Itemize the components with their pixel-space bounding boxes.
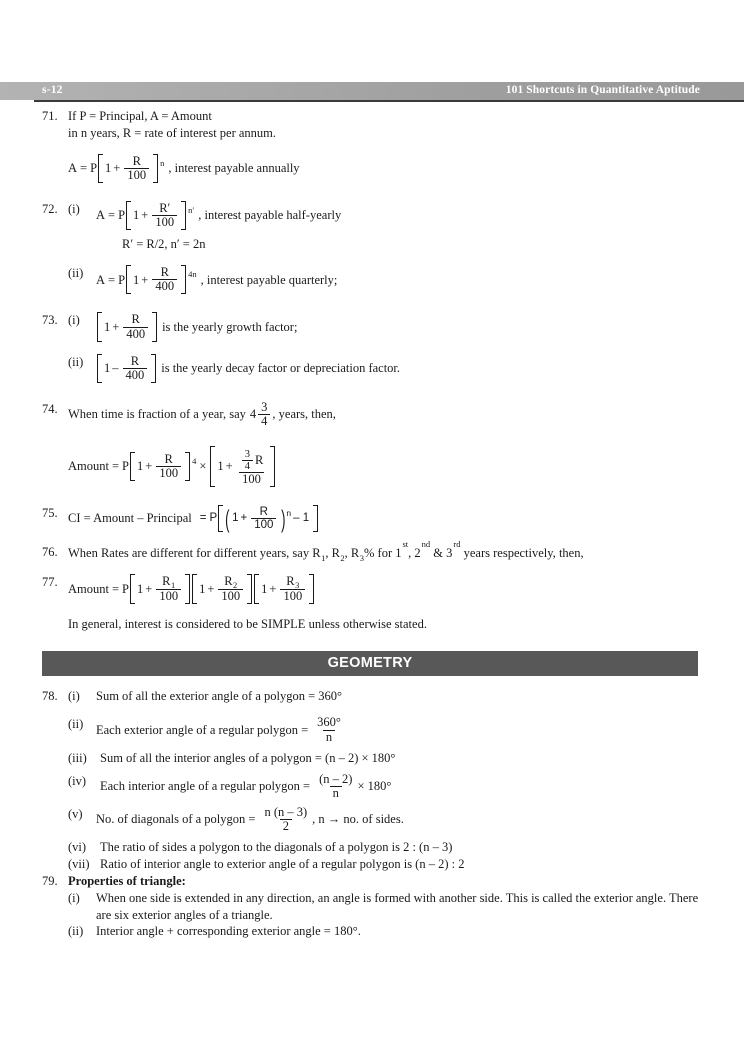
item-71-formula-row [68,154,702,183]
formula-one: 1 [137,581,144,596]
page-folio: s-12 [42,84,63,96]
page-content [42,108,702,940]
item-number: 75. [42,506,58,521]
fraction-denominator: 400 [123,327,148,341]
formula-decay-factor [96,354,400,383]
fraction-rate [251,506,276,531]
formula-plus: + [141,208,149,223]
formula-plus: + [113,161,121,176]
item-78-iv [42,773,702,800]
rate-symbol: R [162,574,171,589]
item-74 [42,401,702,428]
item-74-formula-row [68,446,702,487]
formula-principal: P [90,161,98,176]
formula-exponent: n [160,157,165,168]
formula-varying-rates-amount [68,574,315,603]
formula-exponent: n′ [188,205,195,216]
item-number: 76. [42,545,58,560]
formula-equals: = [108,272,116,287]
fraction-denominator: 400 [152,279,177,293]
formula-principal: P [122,581,129,596]
item-78-iv-lead: Each interior angle of a regular polygon = [100,778,311,793]
item-74-lead: When time is fraction of a year, say [68,407,246,422]
item-number: 72. [42,202,58,216]
fraction-denominator: 100 [251,518,276,531]
item-roman: (iii) [68,750,87,765]
formula-plus: + [269,581,277,596]
item-76-text-b: , R [325,546,340,561]
fraction-denominator: 100 [152,215,177,229]
fraction-denominator: 4 [242,460,253,472]
fraction-rate [124,155,149,182]
formula-plus: + [145,581,153,596]
mixed-whole: 4 [249,407,257,422]
formula-exponent: 4 [192,456,197,467]
formula-caption: , interest payable half-yearly [198,208,342,223]
fraction-n-minus-2-over-n [316,773,355,800]
formula-caption: is the yearly growth factor; [162,319,298,334]
fraction-numerator [237,447,267,472]
item-75-lead: CI = Amount – Principal [68,511,192,526]
item-body: The ratio of sides a polygon to the diagonals of a polygon is 2 : (n – 3) [100,840,453,855]
formula-one: 1 [261,581,268,596]
fraction-rate-2 [218,575,243,602]
formula-exponent: 4n [188,269,197,280]
formula-lhs: A [96,208,106,223]
bracket-group-1 [130,574,190,603]
fraction-rate-1 [156,575,181,602]
formula-each-interior-angle [314,773,391,800]
formula-compound-annual [68,154,300,183]
fraction-numerator: 360° [317,715,341,730]
formula-one: 1 [199,581,206,596]
fraction-rate [123,313,148,340]
fraction-numerator: 3 [244,449,250,461]
bracket-group [126,201,186,230]
item-body [96,312,702,341]
bracket-group [218,505,318,532]
fraction-numerator: R [130,353,140,368]
item-number: 74. [42,401,58,416]
fraction-denominator: 100 [239,472,264,486]
fraction-rate [123,355,148,382]
fraction-denominator: 100 [280,589,305,603]
subscript-1: 1 [321,552,326,563]
formula-equals: = [111,581,120,596]
formula-one: 1 [104,361,111,375]
fraction-numerator: R [132,153,141,168]
formula-plus: + [240,512,248,525]
rate-symbol: R [286,574,295,589]
formula-operator: + [112,319,120,334]
formula-operator: – [112,361,119,375]
item-78-iii [42,750,702,767]
item-roman: (ii) [68,266,84,281]
item-77-note: In general, interest is considered to be SIMPLE unless otherwise stated. [68,616,427,631]
formula-plus: + [225,459,233,474]
item-72-note: R′ = R/2, n′ = 2n [122,237,206,252]
fraction-denominator: n [330,786,342,800]
subscript-2: 2 [233,580,238,591]
item-71 [42,108,702,142]
fraction-outer [237,447,267,486]
item-number: 71. [42,109,58,123]
fraction-numerator: R [259,506,268,519]
item-78-v [42,806,702,833]
item-roman: (i) [68,688,80,703]
formula-lhs: Amount [68,459,109,474]
formula-equals: = [80,161,88,176]
item-roman: (ii) [68,717,84,732]
item-73-ii [42,354,702,383]
item-76-text-f: & 3 [430,546,453,561]
bracket-group [98,154,158,183]
formula-times: × [199,459,207,474]
item-body [96,354,702,383]
fraction-numerator: R [160,265,169,280]
item-body [96,265,702,294]
fraction-numerator: R′ [159,201,171,215]
ordinal-nd: nd [421,539,431,550]
item-roman: (iv) [68,773,87,788]
item-76-text-a: When Rates are different for different years, say R [68,546,321,561]
item-72 [42,201,702,253]
formula-equals: = [199,512,207,525]
paren-right: ) [281,504,286,534]
item-body [96,716,702,743]
item-71-line1: If P = Principal, A = Amount [68,109,212,123]
item-78-vi [42,839,702,856]
item-roman: (i) [68,313,80,328]
item-roman: (i) [68,890,80,905]
item-body [68,539,702,563]
item-79-ii [42,923,702,940]
fraction-numerator: (n – 2) [319,771,353,786]
item-body: Ratio of interior angle to exterior angle of a regular polygon is (n – 2) : 2 [100,856,465,871]
formula-principal: P [122,459,129,474]
item-77 [42,574,702,632]
fraction-numerator: R [164,452,173,467]
formula-lhs: A [68,161,78,176]
fraction-part [258,401,270,428]
subscript-1: 1 [170,580,176,591]
item-75 [42,505,702,532]
fraction-rate [156,453,181,480]
bracket-group-3 [254,574,314,603]
item-body [68,401,702,428]
fraction-inner [242,449,253,472]
bracket-group [126,265,186,294]
formula-minus-one: – 1 [293,512,310,525]
fraction-denominator: 100 [218,589,243,603]
formula-one: 1 [105,161,112,176]
fraction-denominator: 2 [280,819,292,833]
fraction-rate [152,202,177,229]
item-76 [42,539,702,563]
formula-one: 1 [133,208,140,223]
subscript-3: 3 [359,552,364,563]
item-number: 77. [42,575,58,590]
formula-fractional-year-amount [68,446,276,487]
formula-principal: P [209,512,218,525]
item-body [96,201,702,253]
item-body [68,505,702,532]
fraction-rate-3 [280,575,305,602]
fraction-rate [152,266,177,293]
fraction-numerator [283,574,302,591]
item-number: 73. [42,313,58,328]
fraction-numerator: R [131,312,140,327]
subscript-3: 3 [295,580,300,591]
item-roman: (vii) [68,856,90,871]
formula-principal: P [118,208,126,223]
item-body: When one side is extended in any direction, an angle is formed with another side. This is called the exterior angle. There are six exterior angles of a triangle. [96,890,699,922]
bracket-group-nested [210,446,275,487]
fraction-diagonals [261,806,310,833]
fraction-numerator [221,574,240,591]
mixed-fraction [250,401,273,428]
item-72-ii [42,265,702,294]
item-78-vii [42,856,702,873]
item-body: Interior angle + corresponding exterior angle = 180°. [96,924,361,939]
formula-trail: , n → no. of sides. [312,812,404,827]
item-body: Sum of all the exterior angle of a polygon = 360° [96,688,343,703]
item-79 [42,873,702,890]
item-78-v-lead: No. of diagonals of a polygon = [96,812,256,826]
formula-rate-symbol: R [254,453,264,468]
item-roman: (ii) [68,924,84,939]
formula-exponent: n [286,508,292,519]
item-78-ii-lead: Each exterior angle of a regular polygon = [96,722,309,737]
bracket-group [97,312,157,341]
formula-caption: , interest payable annually [168,161,300,176]
fraction-denominator: 100 [156,466,181,480]
bracket-group [97,354,156,383]
rate-symbol: R [224,574,233,589]
section-header-geometry: GEOMETRY [42,651,698,676]
item-body [96,806,702,833]
item-76-text-e: , 2 [408,546,421,561]
item-79-title: Properties of triangle: [68,873,186,888]
formula-caption: is the yearly decay factor or depreciation factor. [161,361,401,375]
formula-principal: P [118,272,126,287]
fraction-denominator: 100 [156,589,181,603]
item-76-text-g: years respectively, then, [460,546,584,561]
item-roman: (vi) [68,840,87,855]
item-number: 78. [42,688,58,703]
item-76-text-d: % for 1 [364,546,402,561]
item-78-ii [42,716,702,743]
item-body: Sum of all the interior angles of a polygon = (n – 2) × 180° [100,750,396,765]
fraction-numerator: 3 [261,399,268,414]
item-73 [42,312,702,341]
formula-lhs: A [96,272,106,287]
item-78 [42,688,702,705]
item-roman: (i) [68,202,80,216]
item-body [100,773,702,800]
formula-trail: × 180° [357,778,392,793]
formula-growth-factor [96,312,297,341]
item-76-text-c: , R [344,546,360,561]
bracket-group-2 [192,574,252,603]
fraction-denominator: n [323,730,335,744]
ordinal-st: st [402,539,409,550]
formula-equals: = [111,459,120,474]
formula-plus: + [145,459,153,474]
fraction-numerator [159,574,178,591]
fraction-denominator: 100 [124,168,149,182]
item-79-i [42,890,702,924]
item-body [68,108,702,142]
formula-caption: , interest payable quarterly; [200,272,338,287]
formula-one: 1 [137,459,144,474]
fraction-numerator: n (n – 3) [264,804,308,819]
item-71-line2: in n years, R = rate of interest per annum. [68,125,277,140]
book-title: 101 Shortcuts in Quantitative Aptitude [505,84,700,96]
formula-one: 1 [104,319,111,334]
ordinal-rd: rd [453,539,461,550]
bracket-group [130,452,190,481]
nested-fraction-expression [240,449,264,472]
fraction-360-over-n [314,716,344,743]
formula-one: 1 [133,272,140,287]
item-74-trail: , years, then, [272,407,336,422]
subscript-2: 2 [340,552,345,563]
formula-compound-interest [197,505,319,532]
formula-compound-quarterly [96,265,337,294]
fraction-denominator: 4 [258,414,270,428]
fraction-denominator: 400 [123,368,148,382]
formula-equals: = [108,208,116,223]
formula-plus: + [207,581,215,596]
formula-each-exterior-angle [312,716,346,743]
formula-lhs: Amount [68,581,109,596]
page-running-header [0,82,744,100]
formula-one: 1 [217,459,224,474]
formula-diagonals [259,806,403,833]
item-body [68,574,702,632]
item-roman: (v) [68,806,83,821]
formula-plus: + [141,272,149,287]
item-number: 79. [42,873,58,888]
paren-group [225,504,286,534]
item-roman: (ii) [68,354,84,369]
paren-left: ( [225,504,230,534]
formula-one: 1 [232,512,239,525]
formula-compound-half-yearly [96,201,341,230]
